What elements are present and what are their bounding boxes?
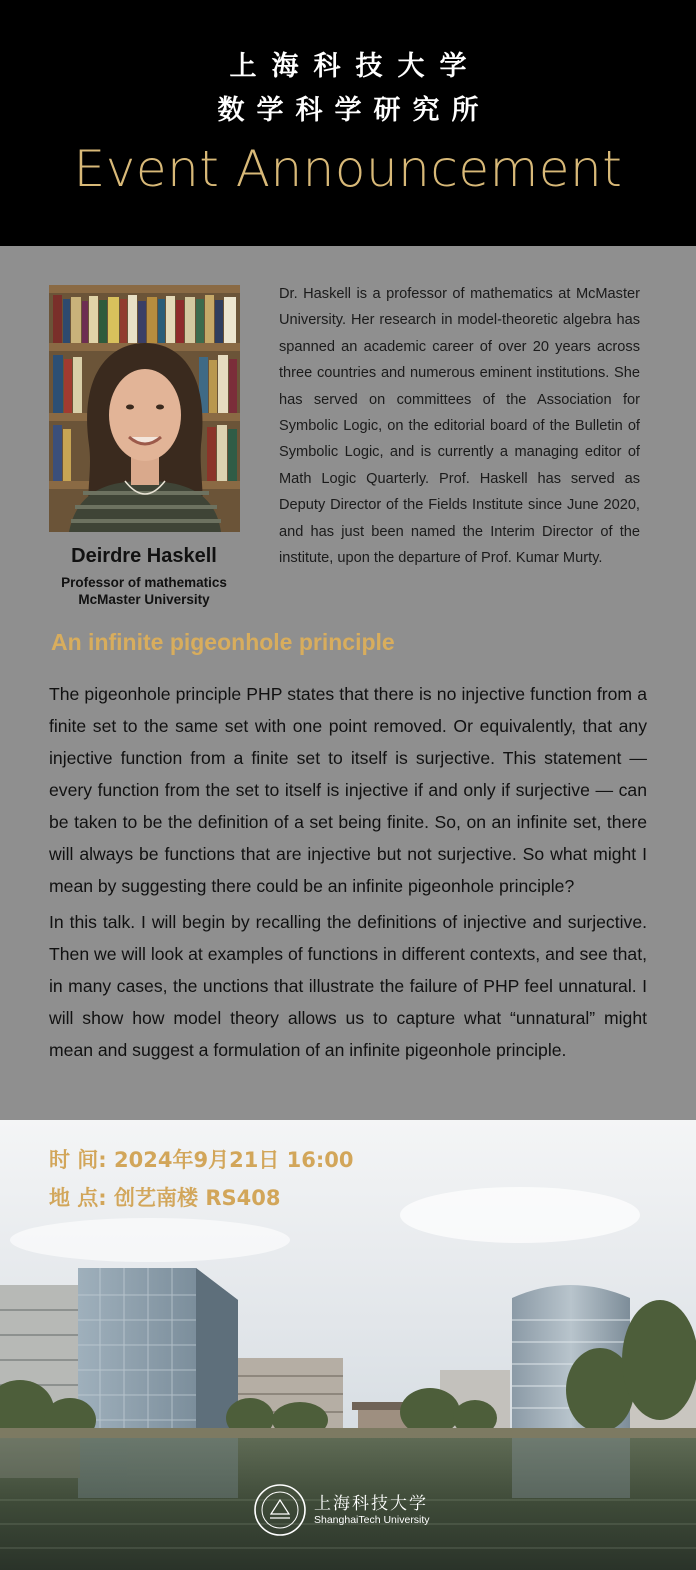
speaker-bio: Dr. Haskell is a professor of mathematics at McMaster University. Her research in model-theoretic algebra has spanned an academic career of over 20 years across three countries and numerous eminent institutions. She has served on committees of the Association for Symbolic Logic, on the editorial board of the Bulletin of Symbolic Logic, and is currently a managing editor of Math Logic Quarterly. Prof. Haskell has served as Deputy Director of the Fields Institute since June 2020, and has just been named the Interim Director of the institute, upon the departure of Prof. Kumar Murty. — [279, 286, 640, 567]
header — [0, 0, 696, 246]
university-logo-name-en: ShanghaiTech University — [314, 1514, 430, 1526]
speaker-position: Professor of mathematics — [61, 575, 227, 590]
event-location: 地 点: 创艺南楼 RS408 — [49, 1186, 281, 1210]
speaker-affiliation: McMaster University — [78, 592, 210, 607]
university-name-cn: 上海科技大学 — [229, 51, 482, 82]
event-title: Event Announcement — [73, 140, 623, 198]
speaker-photo — [49, 285, 240, 532]
abstract-paragraph-1: The pigeonhole principle PHP states that there is no injective function from a finite set to the same set with one point removed. Or equivalently, that any injective function from a finite set to itself is surjective. This statement — every function from the set to itself is injective if and only if surjective — can be taken to be the definition of a set being finite. So, on an infinite set, there will always be functions that are injective but not surjective. So what might I mean by suggesting there could be an infinite pigeonhole principle? — [49, 684, 647, 896]
talk-title: An infinite pigeonhole principle — [51, 629, 395, 655]
speaker-name: Deirdre Haskell — [71, 545, 217, 567]
event-time: 时 间: 2024年9月21日 16:00 — [49, 1148, 354, 1172]
talk-abstract — [49, 678, 647, 1070]
abstract-paragraph-2: In this talk. I will begin by recalling the definitions of injective and surjective. Then we will look at examples of functions in different contexts, and see that, in many cases, the unctions that illustrate the failure of PHP feel unnatural. I will show how model theory allows us to capture what “unnatural” might mean and suggest a formulation of an infinite pigeonhole principle. — [49, 912, 647, 1060]
speaker-portrait-illustration — [49, 285, 240, 532]
institute-name-cn: 数学科学研究所 — [217, 95, 491, 126]
speaker-affiliation-block — [30, 574, 258, 608]
university-logo-name-cn: 上海科技大学 — [314, 1494, 428, 1514]
